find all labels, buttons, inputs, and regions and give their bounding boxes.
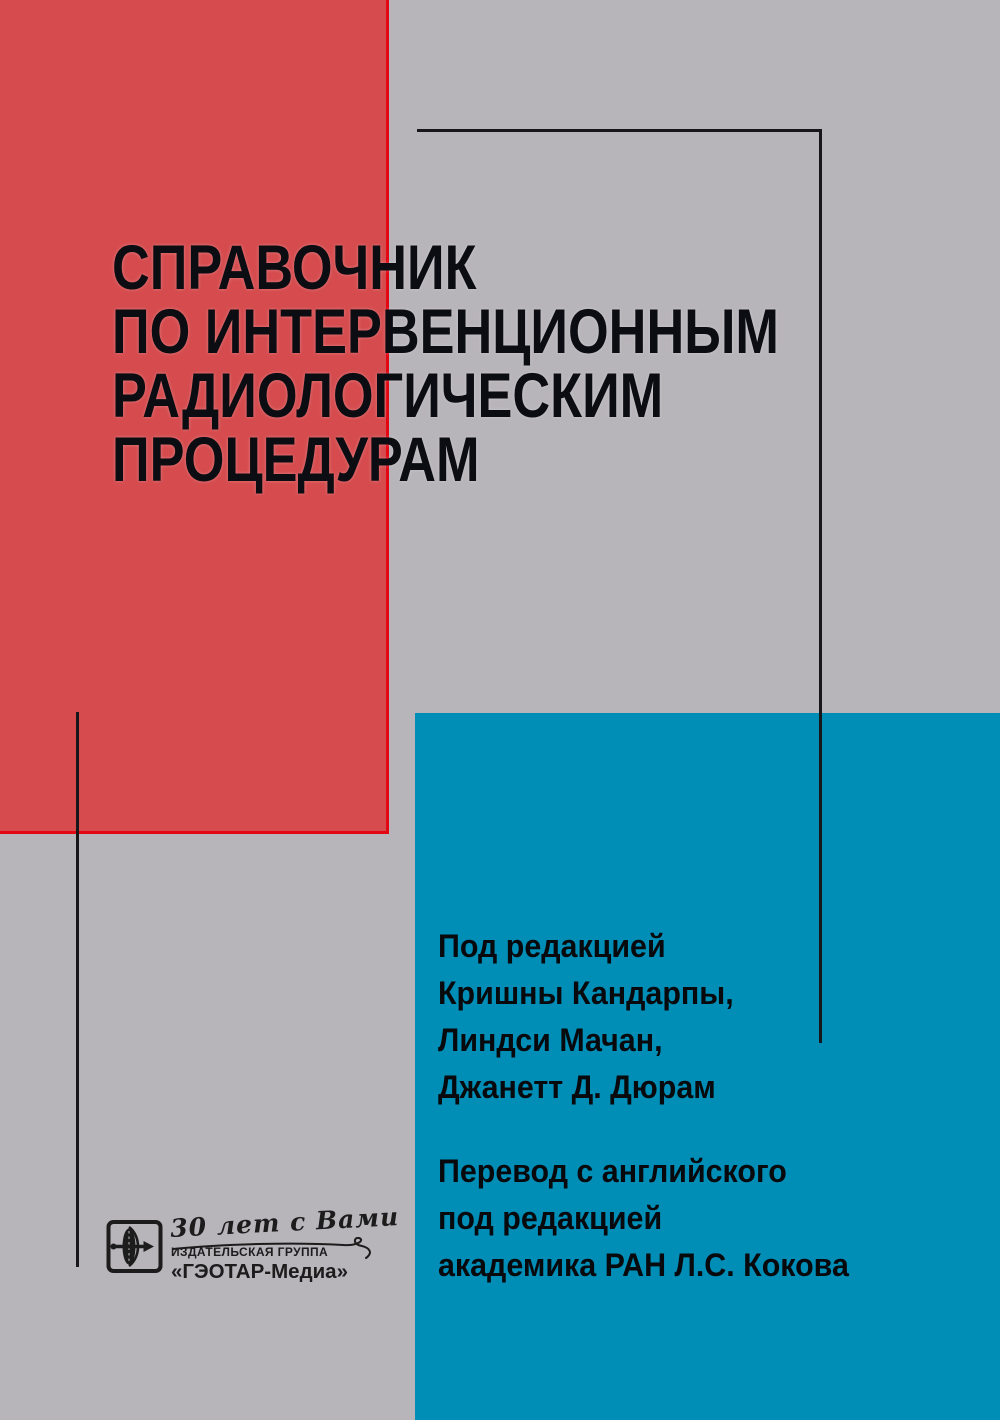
title-line-3: РАДИОЛОГИЧЕСКИМ [112,361,664,431]
editor-name-2: Линдси Мачан, [438,1022,663,1058]
editors-block [438,923,734,1111]
translation-line-1: Перевод с английского [438,1153,787,1189]
translation-credit-block [438,1148,849,1289]
frame-right-line [819,129,822,1043]
title-line-1: СПРАВОЧНИК [112,233,477,303]
translation-line-2: под редакцией [438,1200,663,1236]
publisher-brand-name: «ГЭОТАР-Медиа» [171,1260,348,1283]
editor-name-1: Кришны Кандарпы, [438,975,734,1011]
editors-heading: Под редакцией [438,928,666,964]
frame-top-line [417,129,822,132]
page-title [112,233,779,495]
translation-line-3: академика РАН Л.С. Кокова [438,1247,849,1283]
publisher-group-label: ИЗДАТЕЛЬСКАЯ ГРУППА [171,1245,329,1259]
left-vertical-rule [76,712,79,1267]
publisher-logo [106,1202,400,1284]
editor-name-3: Джанетт Д. Дюрам [438,1069,716,1105]
publisher-text [169,1202,400,1284]
bow-arrow-icon [106,1219,163,1274]
anniversary-script: 30 лет с Вами [169,1202,400,1243]
title-line-4: ПРОЦЕДУРАМ [112,425,480,495]
title-line-2: ПО ИНТЕРВЕНЦИОННЫМ [112,297,779,367]
